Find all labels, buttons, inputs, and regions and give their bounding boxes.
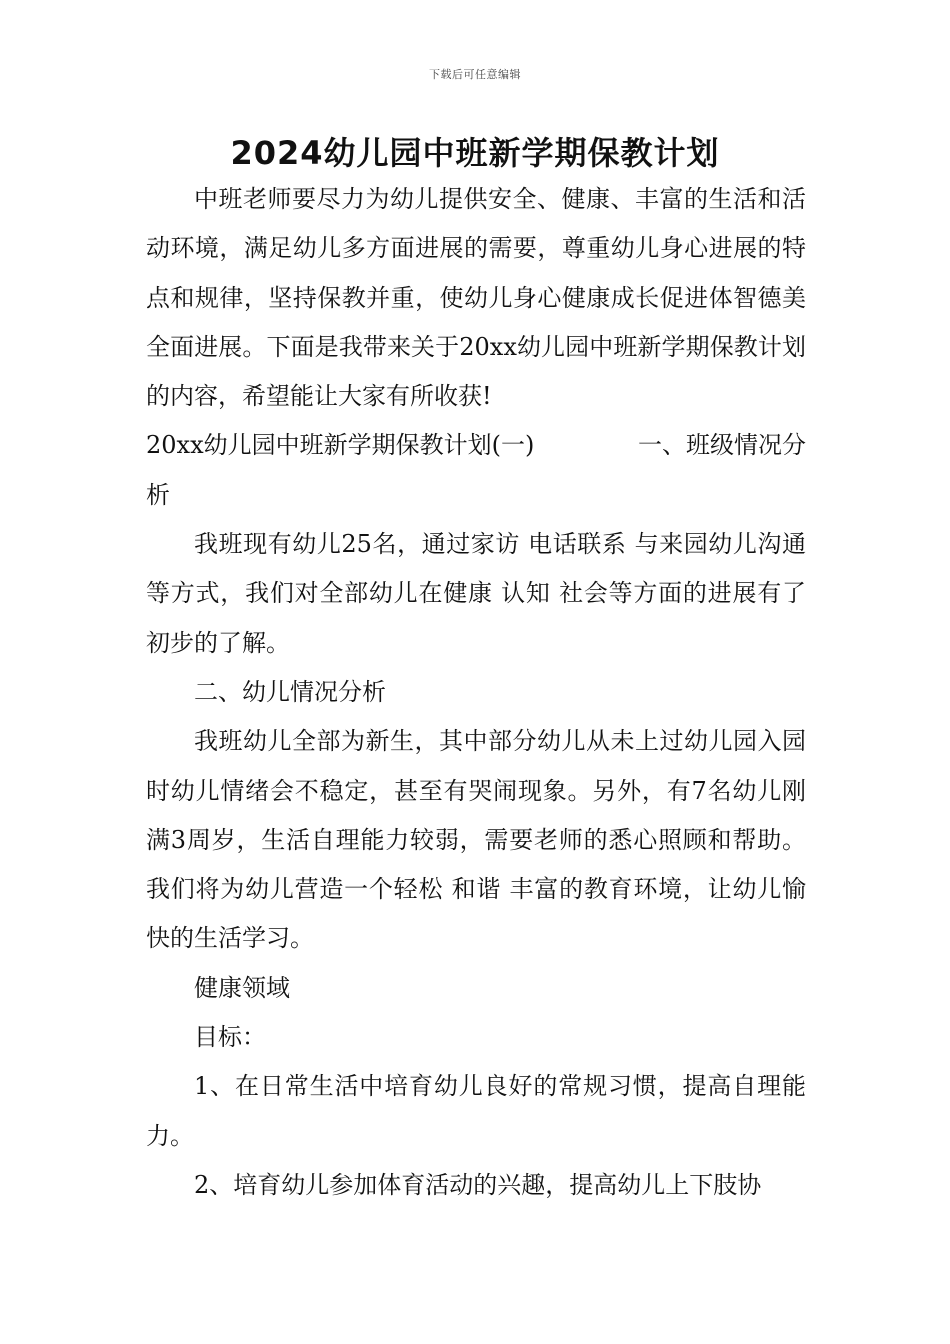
header-note: 下载后可任意编辑 — [429, 68, 521, 81]
goals-label: 目标： — [194, 1023, 266, 1052]
document-body — [146, 175, 806, 1210]
goal-item-1: 1、在日常生活中培育幼儿良好的常规习惯，提高自理能力。 — [146, 1072, 806, 1150]
intro-paragraph: 中班老师要尽力为幼儿提供安全、健康、丰富的生活和活动环境，满足幼儿多方面进展的需要，尊重幼儿身心进展的特点和规律，坚持保教并重，使幼儿身心健康成长促进体智德美全面进展。下面是我带来关于20xx幼儿园中班新学期保教计划的内容，希望能让大家有所收获! — [146, 185, 806, 411]
class-analysis-heading-tail: 析 — [146, 480, 170, 509]
plan-heading-row — [146, 421, 806, 470]
child-info-paragraph: 我班幼儿全部为新生，其中部分幼儿从未上过幼儿园入园时幼儿情绪会不稳定，甚至有哭闹现象。另外，有7名幼儿刚满3周岁，生活自理能力较弱，需要老师的悉心照顾和帮助。我们将为幼儿营造一个轻松 和谐 丰富的教育环境，让幼儿愉快的生活学习。 — [146, 727, 806, 953]
class-info-paragraph: 我班现有幼儿25名，通过家访 电话联系 与来园幼儿沟通等方式，我们对全部幼儿在健康 认知 社会等方面的进展有了初步的了解。 — [146, 530, 806, 657]
goal-item-2: 2、培育幼儿参加体育活动的兴趣，提高幼儿上下肢协 — [194, 1170, 762, 1199]
class-analysis-heading: 一、班级情况分 — [638, 431, 806, 460]
plan-heading: 20xx幼儿园中班新学期保教计划(一) — [146, 431, 535, 460]
health-domain-heading: 健康领域 — [194, 973, 290, 1002]
document-title: 2024幼儿园中班新学期保教计划 — [230, 134, 720, 172]
child-analysis-heading: 二、幼儿情况分析 — [194, 677, 386, 706]
